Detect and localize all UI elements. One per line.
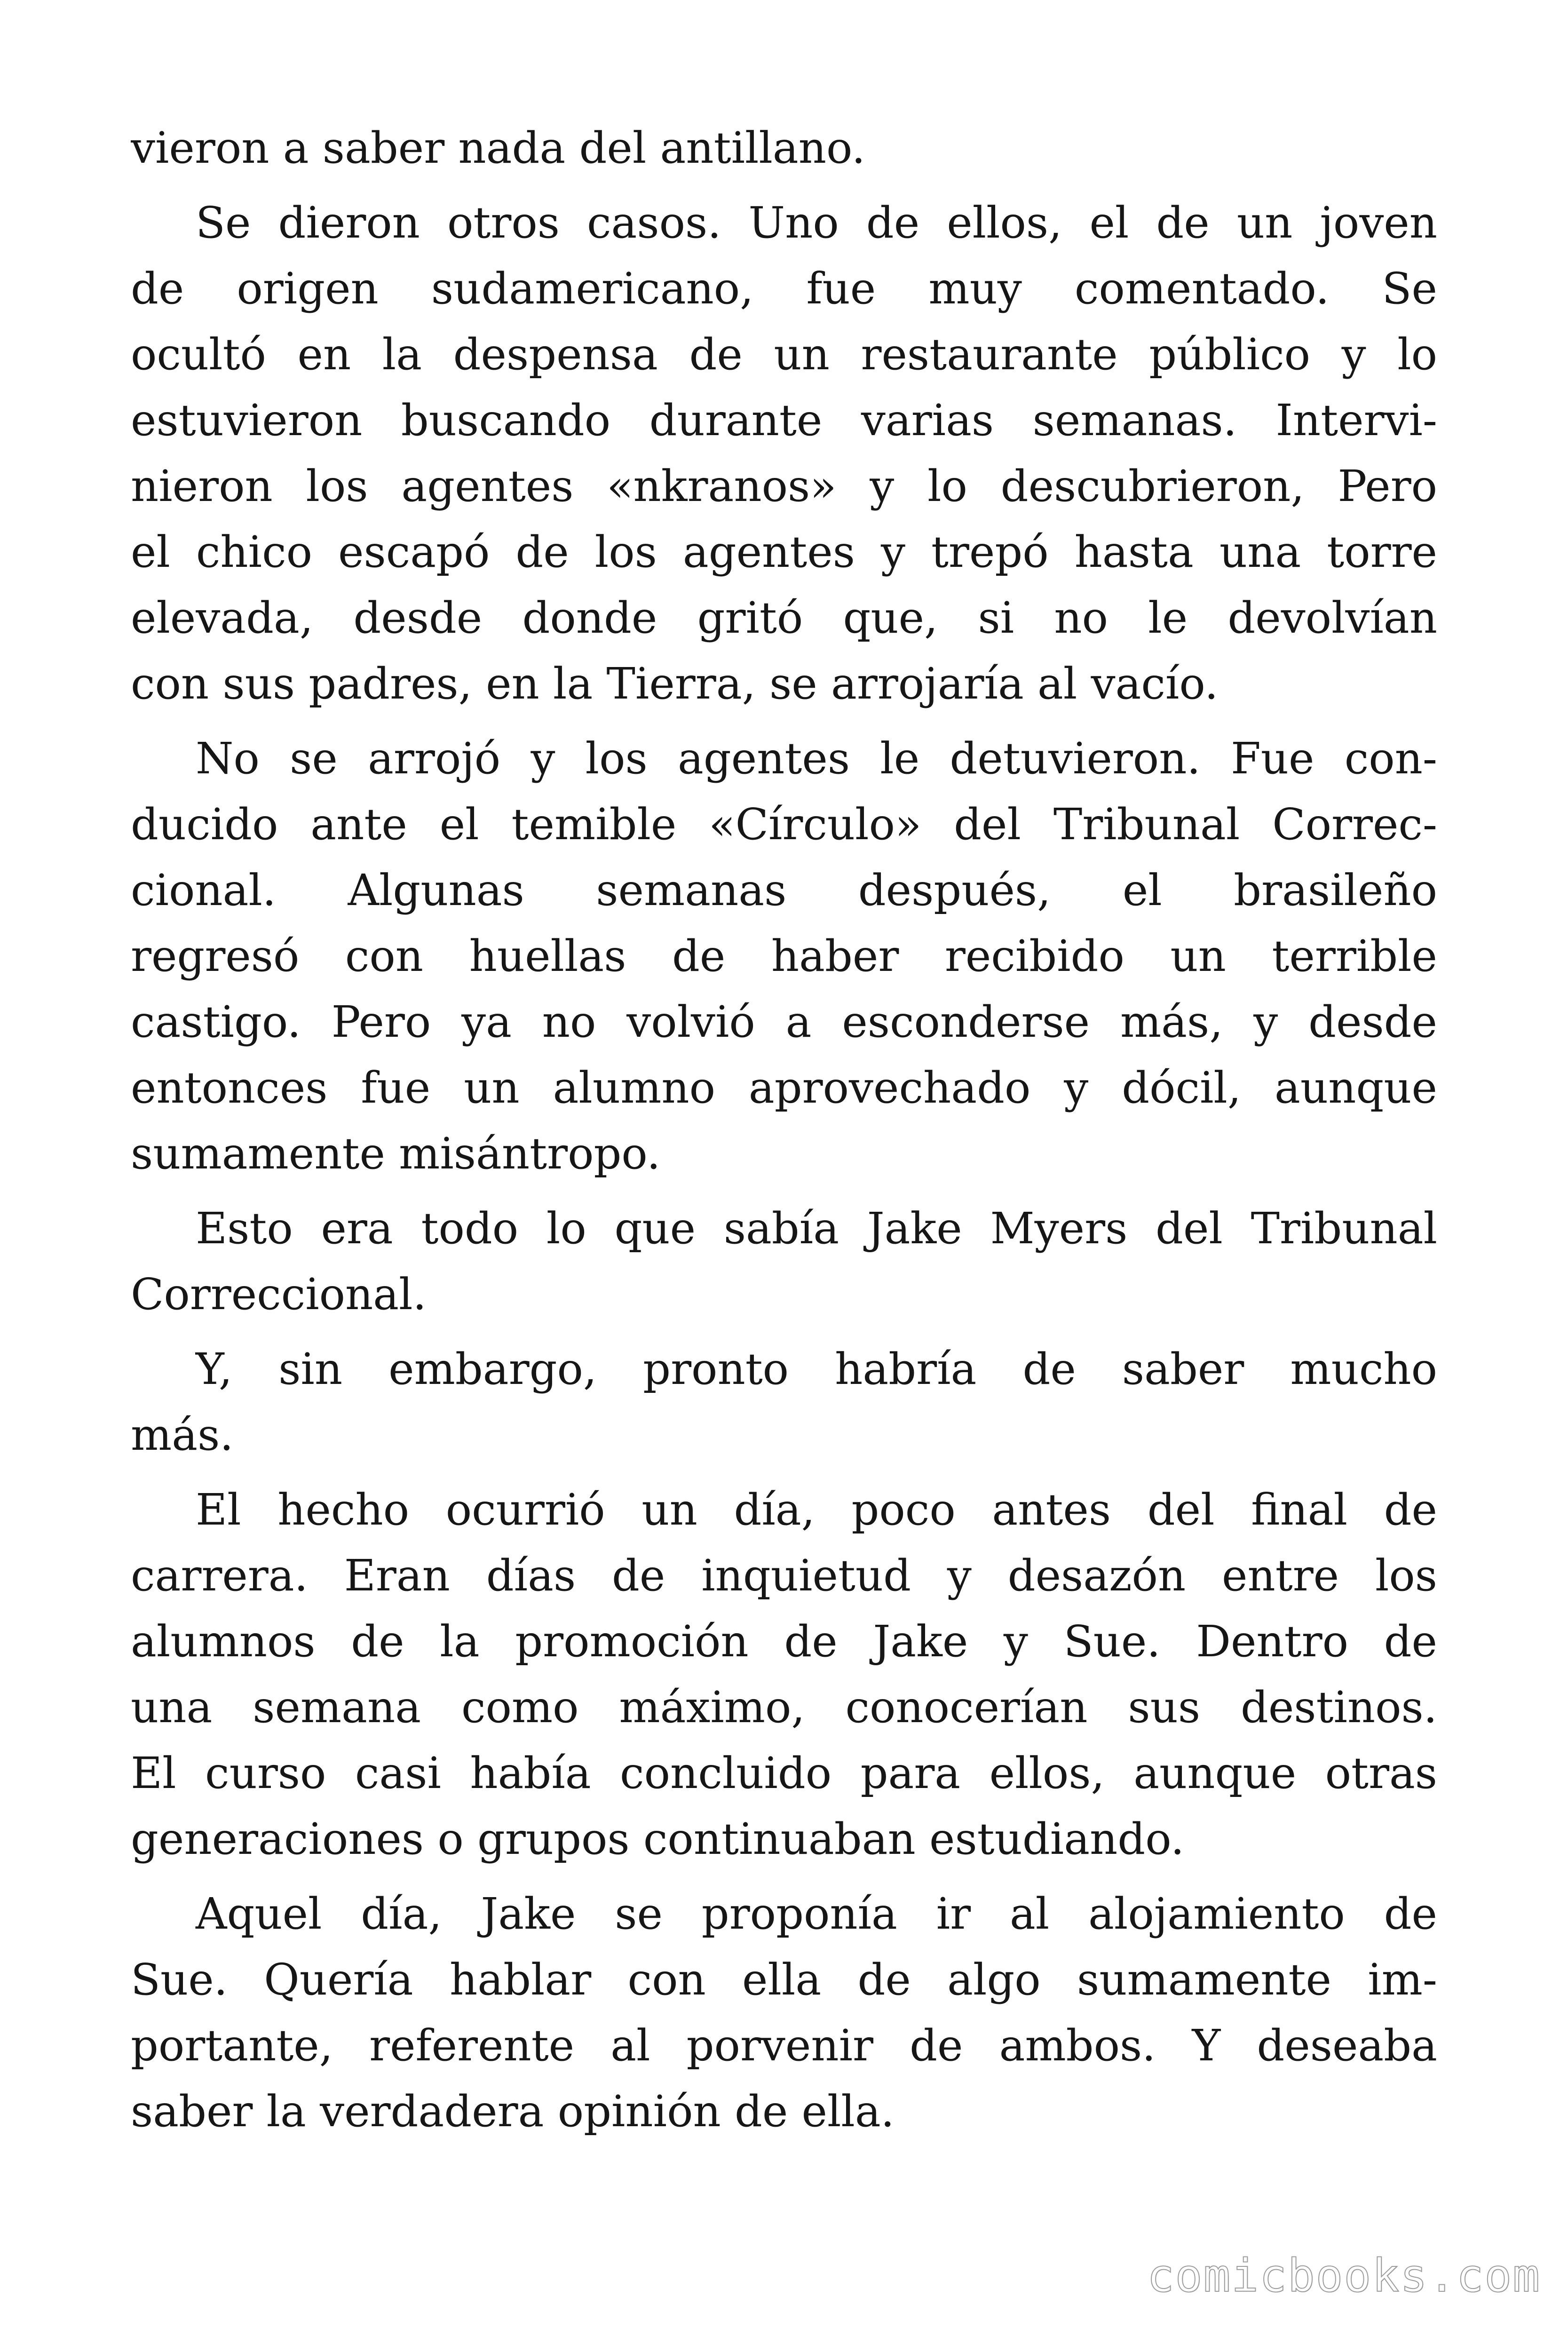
paragraph-gap bbox=[131, 717, 1437, 726]
text-line: con sus padres, en la Tierra, se arrojaría al vacío. bbox=[131, 659, 1219, 709]
text-line: ducido ante el temible «Círculo» del Tribunal Correc- bbox=[131, 799, 1437, 850]
text-line: entonces fue un alumno aprovechado y dócil, aunque bbox=[131, 1063, 1437, 1113]
body-text bbox=[131, 115, 1437, 2145]
text-line: generaciones o grupos continuaban estudiando. bbox=[131, 1814, 1185, 1864]
paragraph-gap bbox=[131, 1872, 1437, 1881]
paragraph bbox=[131, 1336, 1437, 1468]
text-line: castigo. Pero ya no volvió a esconderse más, y desde bbox=[131, 997, 1437, 1047]
text-line: alumnos de la promoción de Jake y Sue. Dentro de bbox=[131, 1616, 1437, 1667]
paragraph-gap bbox=[131, 1468, 1437, 1477]
text-line: sumamente misántropo. bbox=[131, 1128, 661, 1179]
text-line: cional. Algunas semanas después, el brasileño bbox=[131, 865, 1437, 915]
text-line: Esto era todo lo que sabía Jake Myers del Tribunal bbox=[196, 1203, 1437, 1254]
paragraph bbox=[131, 190, 1437, 717]
text-line: Correccional. bbox=[131, 1269, 427, 1319]
text-line: El curso casi había concluido para ellos, aunque otras bbox=[131, 1748, 1437, 1798]
site-watermark: comicbooks.com bbox=[1147, 2249, 1541, 2302]
text-line: carrera. Eran días de inquietud y desazón entre los bbox=[131, 1550, 1437, 1601]
paragraph-gap bbox=[131, 1327, 1437, 1336]
text-line: No se arrojó y los agentes le detuvieron. Fue con- bbox=[196, 733, 1437, 784]
text-line: el chico escapó de los agentes y trepó hasta una torre bbox=[131, 527, 1437, 577]
text-line: estuvieron buscando durante varias semanas. Intervi- bbox=[131, 395, 1437, 445]
text-line: El hecho ocurrió un día, poco antes del final de bbox=[196, 1485, 1437, 1535]
text-line: elevada, desde donde gritó que, si no le devolvían bbox=[131, 593, 1437, 643]
text-line: Y, sin embargo, pronto habría de saber mucho bbox=[196, 1344, 1437, 1394]
text-line: una semana como máximo, conocerían sus destinos. bbox=[131, 1682, 1437, 1732]
text-line: portante, referente al porvenir de ambos. Y deseaba bbox=[131, 2020, 1437, 2071]
paragraph-gap bbox=[131, 181, 1437, 190]
paragraph bbox=[131, 1881, 1437, 2145]
text-line: nieron los agentes «nkranos» y lo descubrieron, Pero bbox=[131, 461, 1437, 511]
text-line: Se dieron otros casos. Uno de ellos, el de un joven bbox=[196, 198, 1437, 248]
paragraph bbox=[131, 1196, 1437, 1327]
text-line: Sue. Quería hablar con ella de algo sumamente im- bbox=[131, 1955, 1437, 2005]
text-line: más. bbox=[131, 1410, 234, 1460]
paragraph bbox=[131, 115, 1437, 181]
text-line: de origen sudamericano, fue muy comentado. Se bbox=[131, 263, 1437, 314]
text-line: Aquel día, Jake se proponía ir al alojamiento de bbox=[196, 1889, 1437, 1939]
paragraph bbox=[131, 1477, 1437, 1872]
text-line: vieron a saber nada del antillano. bbox=[131, 123, 865, 173]
paragraph-gap bbox=[131, 1187, 1437, 1196]
text-line: ocultó en la despensa de un restaurante público y lo bbox=[131, 329, 1437, 380]
text-line: regresó con huellas de haber recibido un terrible bbox=[131, 931, 1437, 981]
text-line: saber la verdadera opinión de ella. bbox=[131, 2086, 895, 2137]
paragraph bbox=[131, 726, 1437, 1187]
